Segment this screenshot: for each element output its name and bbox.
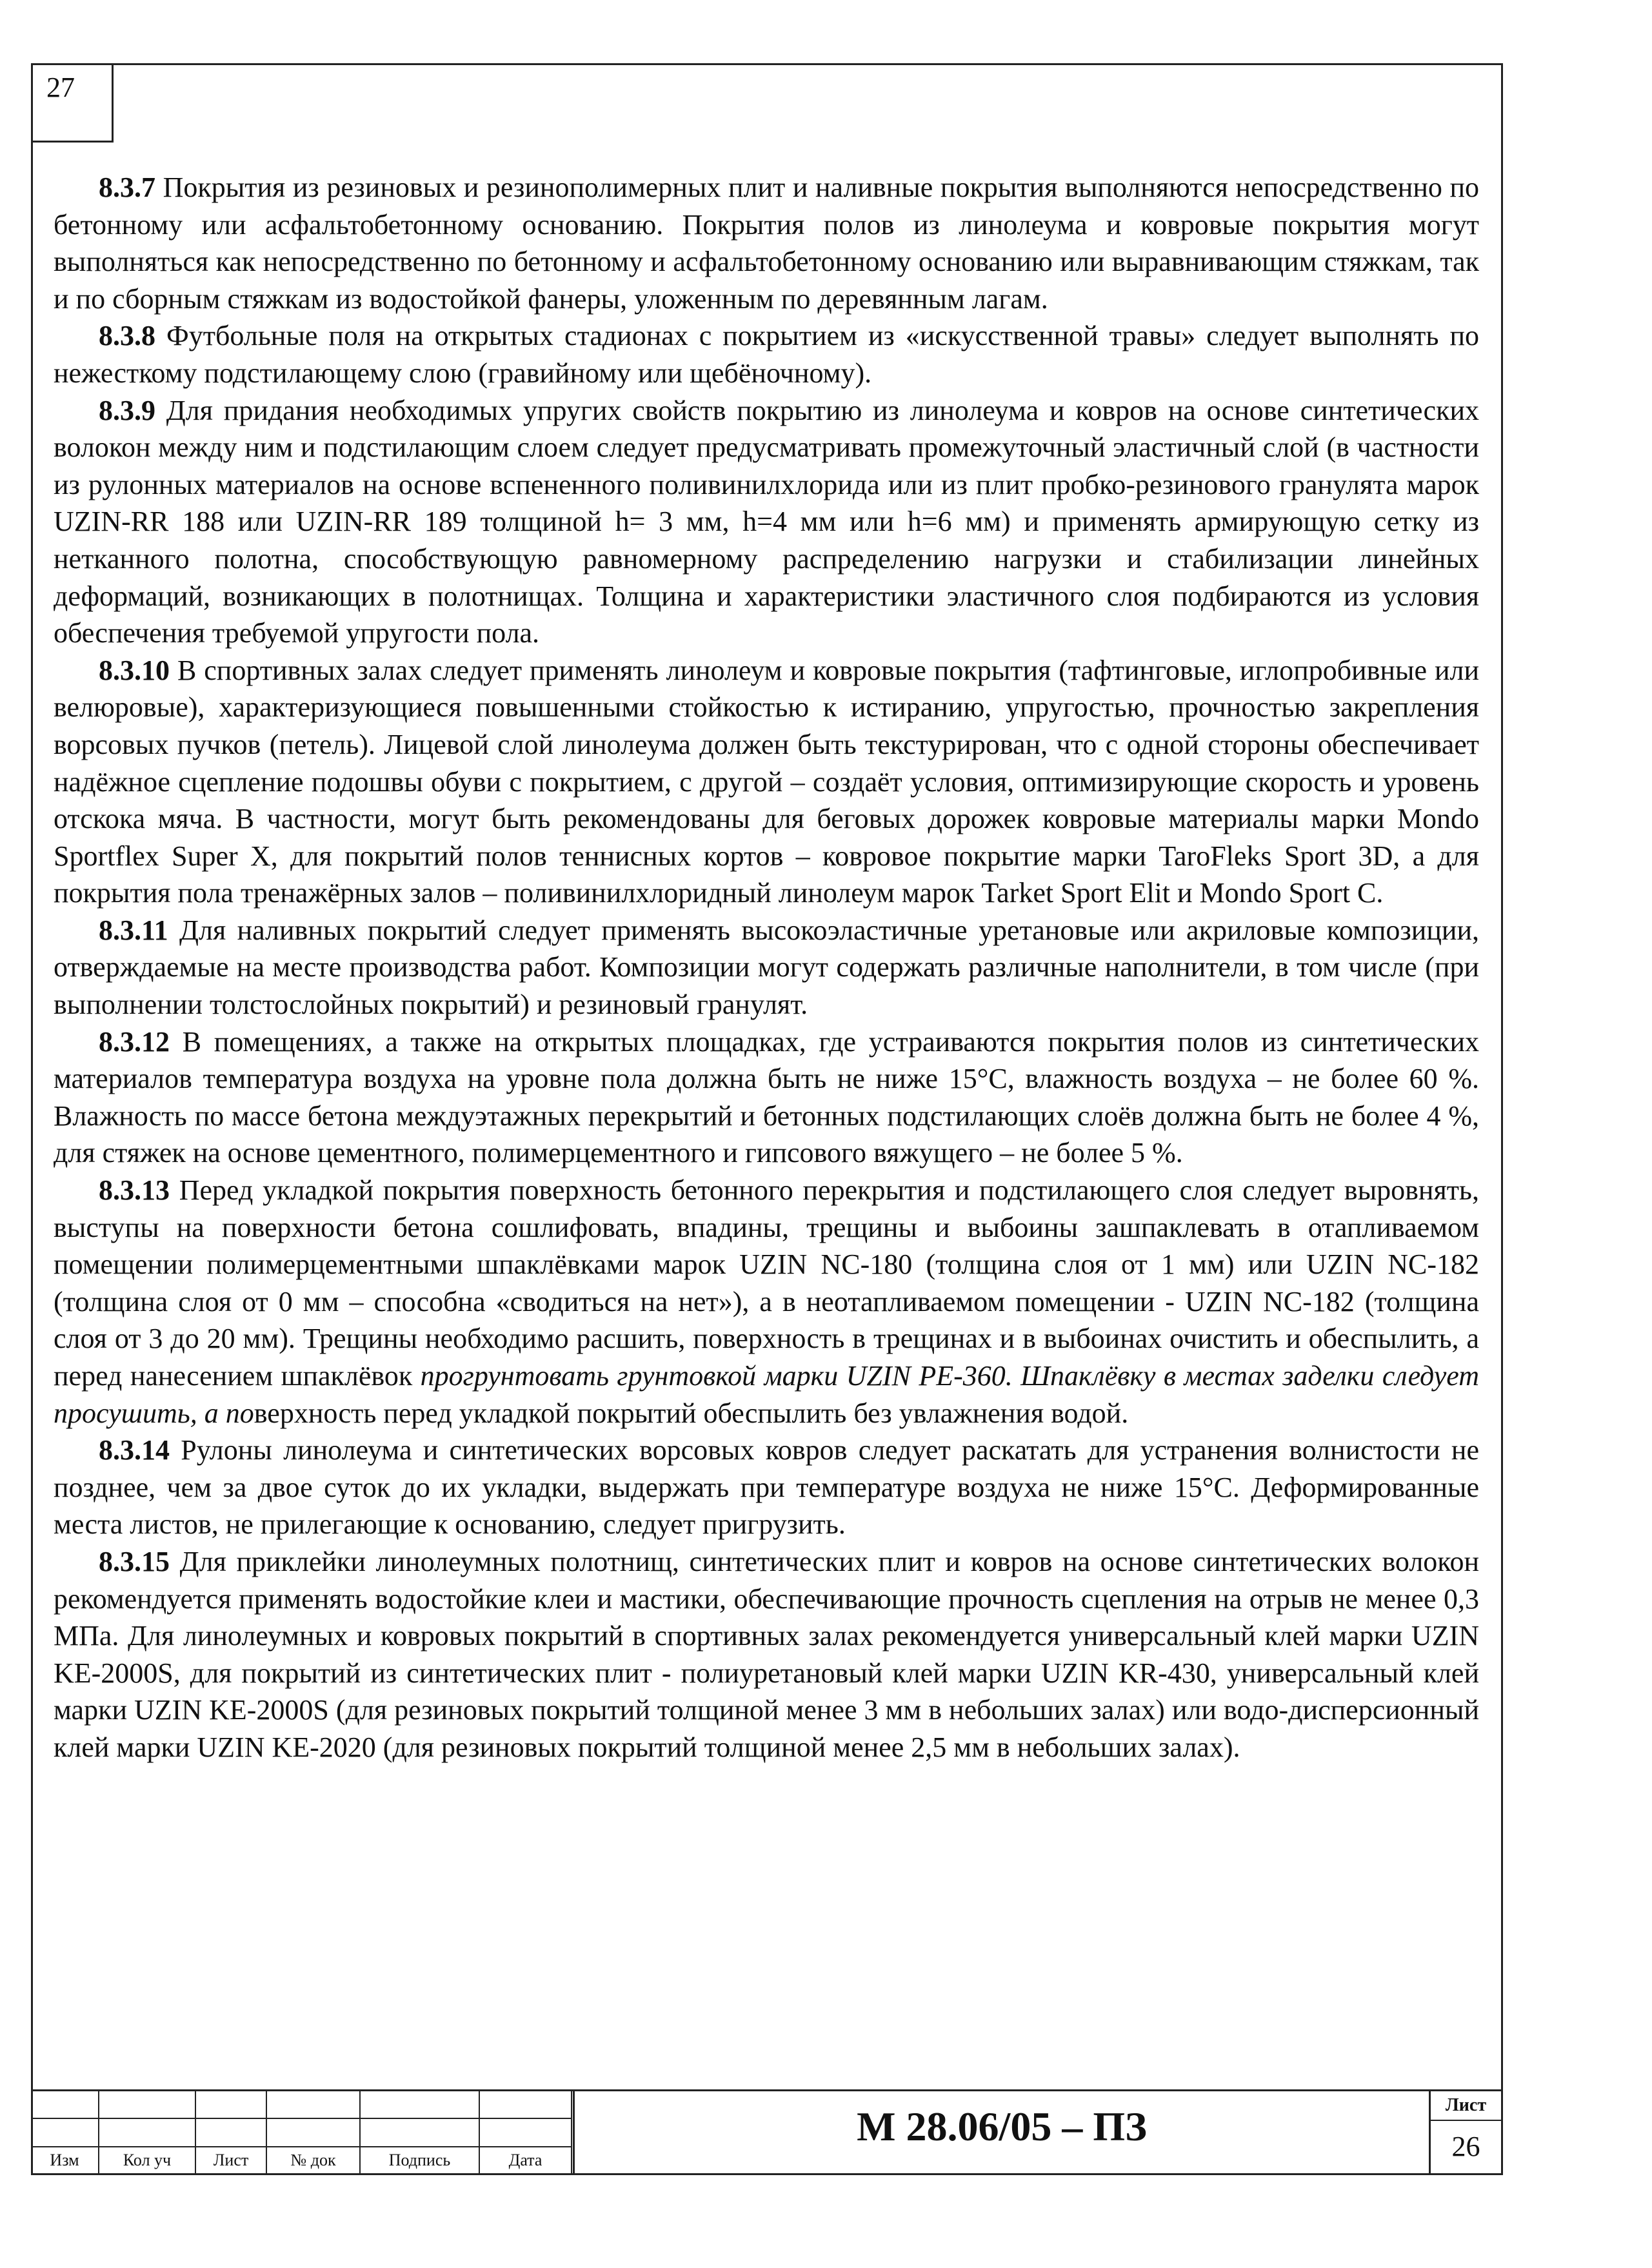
clause-text: Покрытия из резиновых и резинополимерных плит и наливные покрытия выполняются непосредственно по бетонному или асфальтобетонному основанию. Покрытия полов из линолеума и ковровые покрытия могут выполняться как непосредственно по бетонному и асфальтобетонному основанию или выравнивающим стяжкам, так и по сборным стяжкам из водостойкой фанеры, уложенным по деревянным лагам. xyxy=(54,172,1479,315)
clause-number: 8.3.10 xyxy=(99,654,170,686)
clause-number: 8.3.12 xyxy=(99,1025,170,1058)
clause-number: 8.3.15 xyxy=(99,1545,170,1577)
clause-text: Футбольные поля на открытых стадионах с покрытием из «искусственной травы» следует выполнять по нежесткому подстилающему слою (гравийному или щебёночному). xyxy=(54,320,1479,389)
clause-number: 8.3.14 xyxy=(99,1434,170,1466)
column-header: № док xyxy=(266,2147,360,2174)
clause-text: Рулоны линолеума и синтетических ворсовых ковров следует раскатать для устранения волнистости не позднее, чем за двое суток до их укладки, выдержать при температуре воздуха не ниже 15°С. Деформированные места листов, не прилегающие к основанию, следует пригрузить. xyxy=(54,1434,1479,1541)
clause-number: 8.3.8 xyxy=(99,320,155,352)
corner-page-number: 27 xyxy=(31,63,114,143)
clause-number: 8.3.11 xyxy=(99,914,168,946)
clause-text: Для придания необходимых упругих свойств покрытию из линолеума и ковров на основе синтетических волокон между ним и подстилающим слоем следует предусматривать промежуточный эластичный слой (в частности из рулонных материалов на основе вспененного поливинилхлорида или из плит пробко-резинового гранулята марок UZIN-RR 188 или UZIN-RR 189 толщиной h= 3 мм, h=4 мм или h=6 мм) и применять армирующую сетку из нетканного полотна, способствующую равномерному распределению нагрузки и стабилизации линейных деформаций, возникающих в полотнищах. Толщина и характеристики эластичного слоя подбираются из условия обеспечения требуемой упругости пола. xyxy=(54,394,1479,649)
paragraph-8-3-10 xyxy=(54,652,1479,912)
clause-italic-text: прогрунтовать грунтовкой марки UZIN PE-360. Шпаклёвку в местах заделки следует просушить, а по xyxy=(54,1360,1479,1429)
clause-text: Перед укладкой покрытия поверхность бетонного перекрытия и подстилающего слоя следует выровнять, выступы на поверхности бетона сошлифовать, впадины, трещины и выбоины зашпаклевать в отапливаемом помещении полимерцементными шпаклёвками марок UZIN NC-180 (толщина слоя от 1 мм) или UZIN NC-182 (толщина слоя от 0 мм – способна «сводиться на нет»), а в неотапливаемом помещении - UZIN NC-182 (толщина слоя от 3 до 20 мм). Трещины необходимо расшить, поверхность в трещинах и в выбоинах очистить и обеспылить, а перед нанесением шпаклёвок xyxy=(54,1174,1479,1392)
sheet-box xyxy=(1431,2091,1501,2175)
paragraph-8-3-14 xyxy=(54,1432,1479,1543)
clause-number: 8.3.7 xyxy=(99,172,155,203)
clause-text-tail: верхность перед укладкой покрытий обеспылить без увлажнения водой. xyxy=(254,1397,1129,1429)
paragraph-8-3-15 xyxy=(54,1543,1479,1766)
column-header: Дата xyxy=(479,2147,572,2174)
clause-text: В помещениях, а также на открытых площадках, где устраиваются покрытия полов из синтетических материалов температура воздуха на уровне пола должна быть не ниже 15°С, влажность воздуха – не более 60 %. Влажность по массе бетона междуэтажных перекрытий и бетонных подстилающих слоёв должна быть не более 4 %, для стяжек на основе цементного, полимерцементного и гипсового вяжущего – не более 5 %. xyxy=(54,1025,1479,1169)
title-block xyxy=(31,2089,1503,2175)
clause-text: Для приклейки линолеумных полотнищ, синтетических плит и ковров на основе синтетических волокон рекомендуется применять водостойкие клеи и мастики, обеспечивающие прочность сцепления на отрыв не менее 0,3 МПа. Для линолеумных и ковровых покрытий в спортивных залах рекомендуется универсальный клей марки UZIN KE-2000S, для покрытий из синтетических плит - полиуретановый клей марки UZIN KR-430, универсальный клей марки UZIN KE-2000S (для резиновых покрытий толщиной менее 3 мм в небольших залах) или водо-дисперсионный клей марки UZIN KE-2020 (для резиновых покрытий толщиной менее 2,5 мм в небольших залах). xyxy=(54,1545,1479,1763)
clause-number: 8.3.9 xyxy=(99,394,155,426)
revision-table xyxy=(31,2091,572,2175)
paragraph-8-3-11 xyxy=(54,912,1479,1023)
table-row xyxy=(31,2091,572,2118)
clause-text: В спортивных залах следует применять линолеум и ковровые покрытия (тафтинговые, иглопробивные или велюровые), характеризующиеся повышенными стойкостью к истиранию, упругостью, прочностью закрепления ворсовых пучков (петель). Лицевой слой линолеума должен быть текстурирован, что с одной стороны обеспечивает надёжное сцепление подошвы обуви с покрытием, с другой – создаёт условия, оптимизирующие скорость и уровень отскока мяча. В частности, могут быть рекомендованы для беговых дорожек ковровые материалы марки Mondo Sportflex Super X, для покрытий полов теннисных кортов – ковровое покрытие марки TaroFleks Sport 3D, а для покрытия пола тренажёрных залов – поливинилхлоридный линолеум марок Tarket Sport Elit и Mondo Sport C. xyxy=(54,654,1479,909)
clause-text: Для наливных покрытий следует применять высокоэластичные уретановые или акриловые композиции, отверждаемые на месте производства работ. Композиции могут содержать различные наполнители, в том числе (при выполнении толстослойных покрытий) и резиновый гранулят. xyxy=(54,914,1479,1021)
column-header: Лист xyxy=(195,2147,266,2174)
sheet-number: 26 xyxy=(1451,2131,1480,2162)
column-header: Подпись xyxy=(360,2147,479,2174)
table-row xyxy=(31,2118,572,2146)
column-header: Изм xyxy=(31,2147,99,2174)
sheet-label: Лист xyxy=(1431,2091,1501,2121)
paragraph-8-3-8 xyxy=(54,317,1479,391)
paragraph-8-3-7 xyxy=(54,169,1479,317)
paragraph-8-3-9 xyxy=(54,392,1479,652)
table-row xyxy=(31,2147,572,2174)
column-header: Кол уч xyxy=(99,2147,195,2174)
document-designation: М 28.06/05 – ПЗ xyxy=(573,2091,1431,2175)
document-body xyxy=(54,169,1479,1766)
paragraph-8-3-12 xyxy=(54,1023,1479,1172)
clause-number: 8.3.13 xyxy=(99,1174,170,1207)
paragraph-8-3-13 xyxy=(54,1172,1479,1432)
